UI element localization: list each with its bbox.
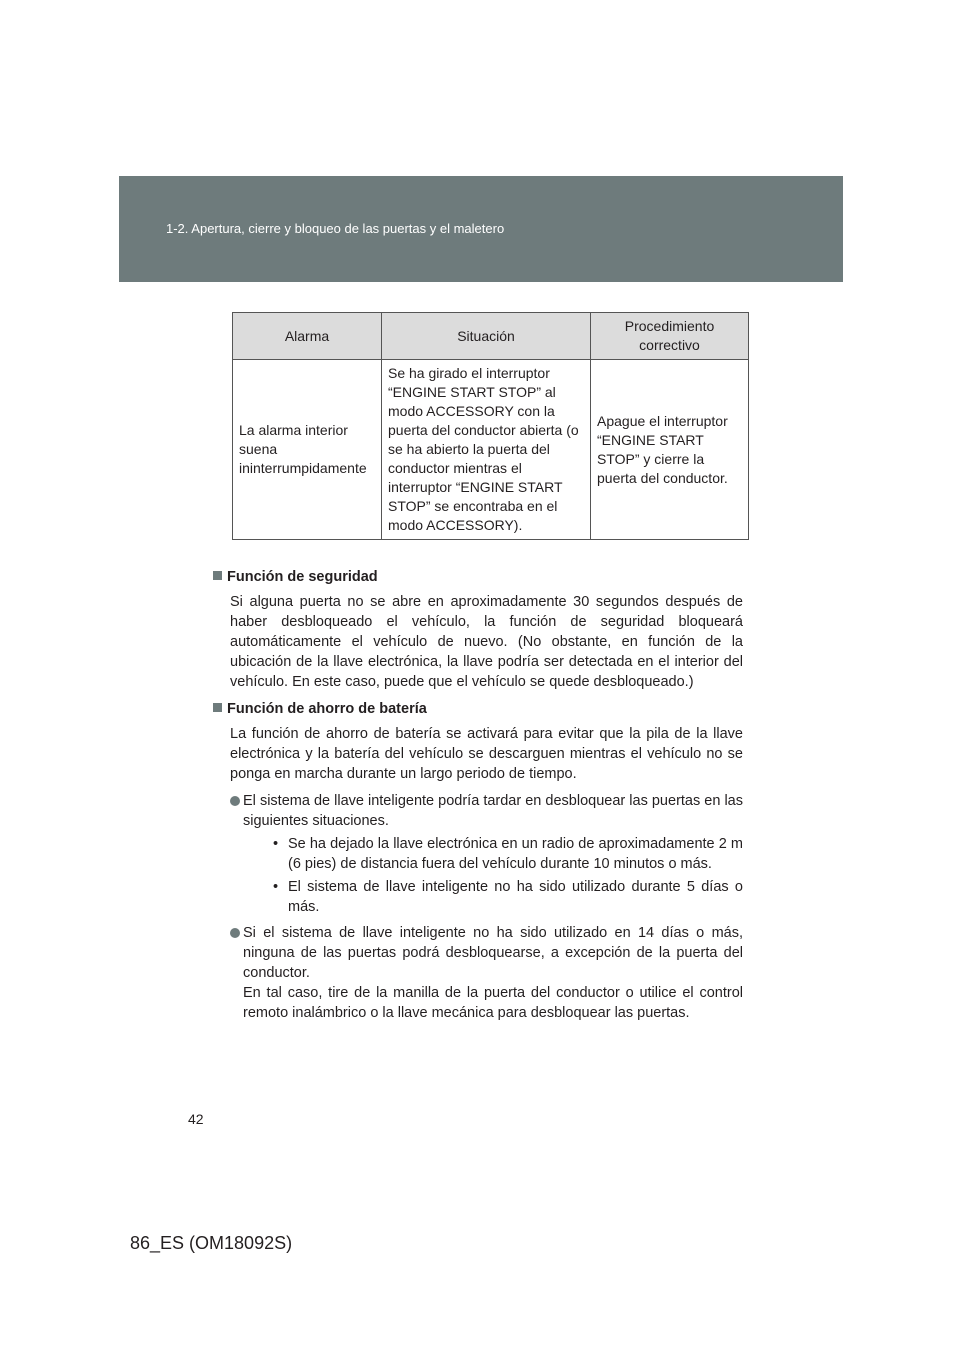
cell-procedure: Apague el interruptor “ENGINE START STOP” y cierre la puerta del conductor.: [591, 360, 749, 540]
square-bullet-icon: [213, 703, 222, 712]
round-bullet-icon: [230, 796, 240, 806]
security-paragraph: Si alguna puerta no se abre en aproximadamente 30 segundos después de haber desbloqueado el vehículo, la función de seguridad bloqueará automáticamente el vehículo de nuevo. (No obstante, en función de la ubicación de la llave electrónica, la llave podría ser detectada en el interior del vehículo. En este caso, puede que el vehículo se quede desbloqueado.): [230, 594, 743, 690]
alarm-table: [232, 312, 749, 540]
document-code: 86_ES (OM18092S): [130, 1233, 293, 1253]
security-section-title: Función de seguridad: [213, 567, 743, 587]
sub-list-item: • Se ha dejado la llave electrónica en un radio de aproximadamente 2 m (6 pies) de distancia fuera del vehículo durante 10 minutos o más.: [273, 836, 743, 872]
dot-bullet-icon: •: [273, 879, 279, 895]
cell-alarm: La alarma interior suena ininterrumpidamente: [233, 360, 382, 540]
table-header-row: [233, 313, 749, 360]
square-bullet-icon: [213, 571, 222, 580]
table-row: [233, 360, 749, 540]
list-item: El sistema de llave inteligente podría tardar en desbloquear las puertas en las siguientes situaciones. • Se ha dejado la llave electrónica en un radio de aproximadamente 2 m (6 pies) de distancia fuera del vehículo durante 10 minutos o más. • El sistema de llave inteligente no ha sido utilizado durante 5 días o más.: [230, 791, 743, 917]
breadcrumb: 1-2. Apertura, cierre y bloqueo de las puertas y el maletero: [166, 221, 505, 236]
page-number: 42: [188, 1111, 204, 1127]
column-header-alarm: Alarma: [233, 313, 382, 360]
column-header-situation: Situación: [382, 313, 591, 360]
cell-situation: Se ha girado el interruptor “ENGINE START STOP” al modo ACCESSORY con la puerta del conductor abierta (o se ha abierto la puerta del conductor mientras el interruptor “ENGINE START STOP” se encontraba en el modo ACCESSORY).: [382, 360, 591, 540]
column-header-procedure: Procedimiento correctivo: [591, 313, 749, 360]
list-item-continuation: En tal caso, tire de la manilla de la puerta del conductor o utilice el control remoto inalámbrico o la llave mecánica para desbloquear las puertas.: [243, 985, 743, 1021]
sub-list-item: • El sistema de llave inteligente no ha sido utilizado durante 5 días o más.: [273, 879, 743, 915]
list-item: Si el sistema de llave inteligente no ha sido utilizado en 14 días o más, ninguna de las puertas podrá desbloquearse, a excepción de la puerta del conductor. En tal caso, tire de la manilla de la puerta del conductor o utilice el control remoto inalámbrico o la llave mecánica para desbloquear las puertas.: [230, 923, 743, 1023]
battery-paragraph: La función de ahorro de batería se activará para evitar que la pila de la llave electrónica y la batería del vehículo se descarguen mientras el vehículo no se ponga en marcha durante un largo periodo de tiempo.: [230, 726, 743, 782]
main-content: [213, 567, 743, 1028]
battery-section-title: Función de ahorro de batería: [213, 699, 743, 719]
dot-bullet-icon: •: [273, 836, 279, 852]
round-bullet-icon: [230, 928, 240, 938]
